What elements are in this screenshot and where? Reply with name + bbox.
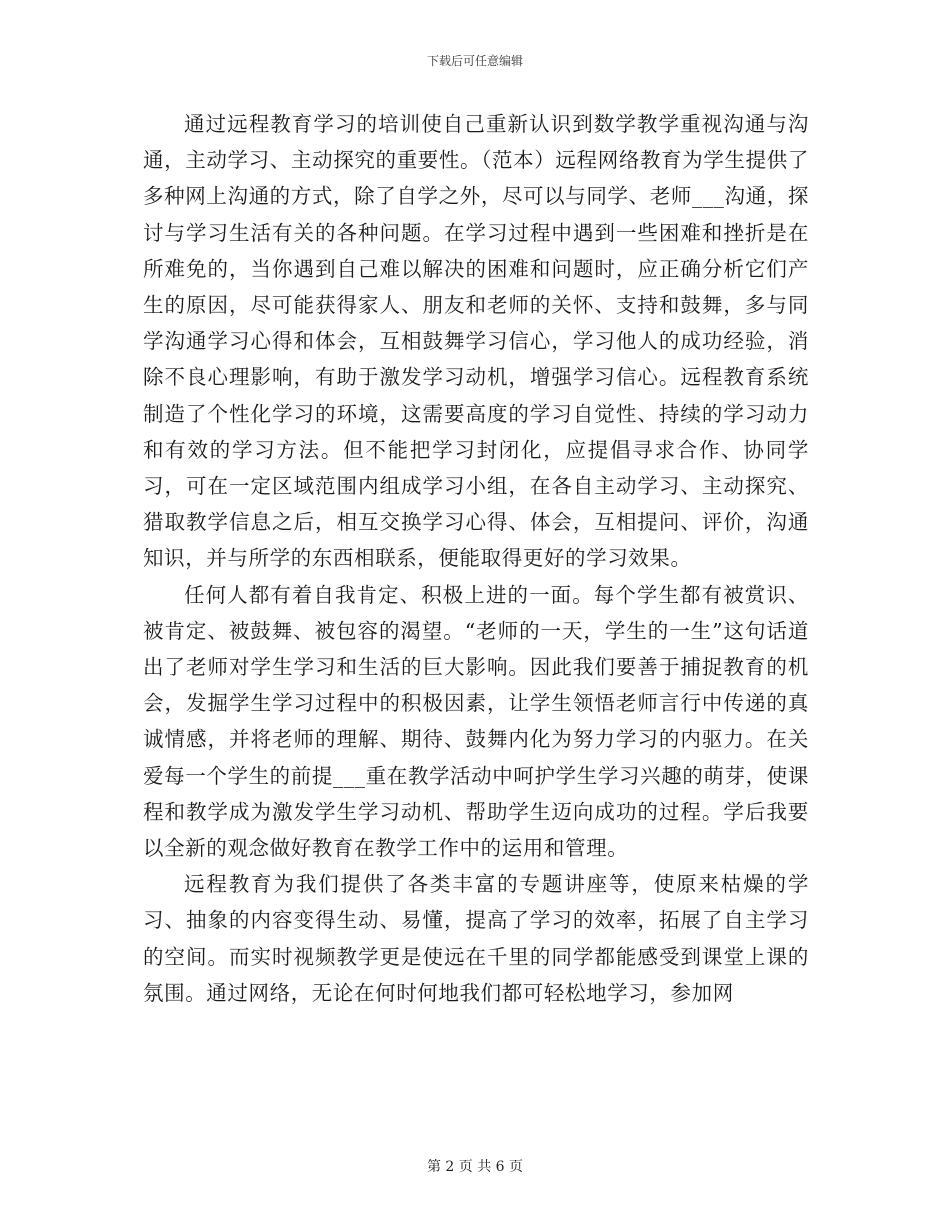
paragraph-1: 通过远程教育学习的培训使自己重新认识到数学教学重视沟通与沟通，主动学习、主动探究的重要性。（范本）远程网络教育为学生提供了多种网上沟通的方式，除了自学之外，尽可以与同学、老师___沟通，探讨与学习生活有关的各种问题。在学习过程中遇到一些困难和挫折是在所难免的，当你遇到自己难以解决的困难和问题时，应正确分析它们产生的原因，尽可能获得家人、朋友和老师的关怀、支持和鼓舞，多与同学沟通学习心得和体会，互相鼓舞学习信心，学习他人的成功经验，消除不良心理影响，有助于激发学习动机，增强学习信心。远程教育系统制造了个性化学习的环境，这需要高度的学习自觉性、持续的学习动力和有效的学习方法。但不能把学习封闭化，应提倡寻求合作、协同学习，可在一定区域范围内组成学习小组，在各自主动学习、主动探究、猎取教学信息之后，相互交换学习心得、体会，互相提问、评价，沟通知识，并与所学的东西相联系，便能取得更好的学习效果。	[143, 112, 809, 571]
document-body	[143, 106, 809, 1011]
page-header-note: 下载后可任意编辑	[426, 54, 523, 68]
paragraph-3: 远程教育为我们提供了各类丰富的专题讲座等，使原来枯燥的学习、抽象的内容变得生动、易懂，提高了学习的效率，拓展了自主学习的空间。而实时视频教学更是使远在千里的同学都能感受到课堂上课的氛围。通过网络，无论在何时何地我们都可轻松地学习，参加网	[143, 872, 809, 1005]
paragraph-2: 任何人都有着自我肯定、积极上进的一面。每个学生都有被赏识、被肯定、被鼓舞、被包容的渴望。“老师的一天，学生的一生”这句话道出了老师对学生学习和生活的巨大影响。因此我们要善于捕捉教育的机会，发掘学生学习过程中的积极因素，让学生领悟老师言行中传递的真诚情感，并将老师的理解、期待、鼓舞内化为努力学习的内驱力。在关爱每一个学生的前提___重在教学活动中呵护学生学习兴趣的萌芽，使课程和教学成为激发学生学习动机、帮助学生迈向成功的过程。学后我要以全新的观念做好教育在教学工作中的运用和管理。	[143, 582, 809, 861]
page-number: 第 2 页 共 6 页	[426, 1159, 524, 1175]
